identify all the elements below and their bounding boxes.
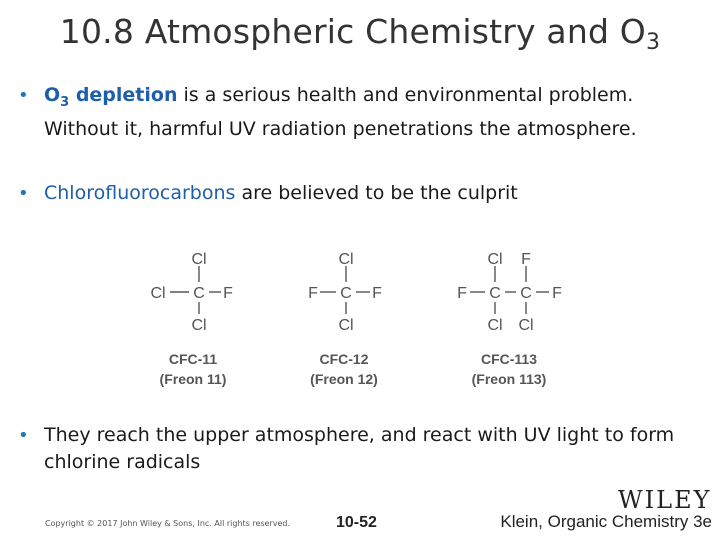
bullet-cfc-culprit: [18, 180, 708, 207]
bullet-text: [44, 180, 708, 207]
footer-book-title: Klein, Organic Chemistry 3e: [500, 512, 712, 531]
structure-name-cfc113: CFC-113: [480, 351, 538, 367]
slide-title-subscript: 3: [646, 30, 661, 55]
slide-title-text: 10.8 Atmospheric Chemistry and O: [59, 12, 646, 51]
atom-f: F: [552, 285, 562, 302]
footer-page-number: 10-52: [336, 514, 377, 531]
atom-f: F: [521, 251, 531, 268]
structure-alt-freon113: (Freon 113): [471, 371, 547, 387]
structure-names: [160, 351, 547, 387]
atom-f: F: [372, 285, 382, 302]
highlight-subscript: 3: [60, 94, 70, 110]
highlight-o: O: [44, 84, 61, 106]
atom-cl: Cl: [338, 251, 354, 268]
bullet-text: They reach the upper atmosphere, and react with UV light to form chlorine radicals: [44, 424, 675, 473]
structure-alt-freon12: (Freon 12): [310, 371, 378, 387]
structure-alt-freon11: (Freon 11): [159, 371, 227, 387]
bullet-text: [44, 82, 708, 143]
bullet-ozone-depletion: [18, 82, 708, 143]
footer-copyright: Copyright © 2017 John Wiley & Sons, Inc. All rights reserved.: [45, 519, 291, 528]
structure-name-cfc12: CFC-12: [319, 351, 369, 367]
atom-cl: Cl: [150, 285, 166, 302]
atom-f: F: [223, 285, 233, 302]
atom-cl: Cl: [338, 317, 354, 334]
bullet-body: is a serious health and environmental problem. Without it, harmful UV radiation penetrations the atmosphere.: [44, 84, 637, 140]
wiley-logo: WILEY: [618, 486, 712, 514]
atom-c: C: [193, 285, 205, 302]
atom-c: C: [489, 285, 501, 302]
atom-c: C: [520, 285, 532, 302]
structure-name-cfc11: CFC-11: [168, 351, 218, 367]
atom-cl: Cl: [518, 317, 534, 334]
atom-f: F: [457, 285, 467, 302]
slide-title: [0, 12, 720, 55]
atom-f: F: [308, 285, 318, 302]
bullet-icon: •: [18, 183, 29, 204]
bullet-upper-atmosphere: [18, 422, 708, 476]
bullet-icon: •: [18, 425, 29, 446]
highlight-chlorofluorocarbons: Chlorofluorocarbons: [44, 182, 236, 204]
cfc-structures-figure: [0, 240, 720, 410]
highlight-depletion: depletion: [69, 84, 178, 106]
atom-cl: Cl: [191, 317, 207, 334]
highlight-o3-depletion: [44, 84, 178, 110]
atom-cl: Cl: [487, 251, 503, 268]
bullet-body: are believed to be the culprit: [235, 182, 518, 204]
atom-c: C: [340, 285, 352, 302]
atom-cl: Cl: [191, 251, 207, 268]
atom-cl: Cl: [487, 317, 503, 334]
bullet-icon: •: [18, 85, 29, 106]
